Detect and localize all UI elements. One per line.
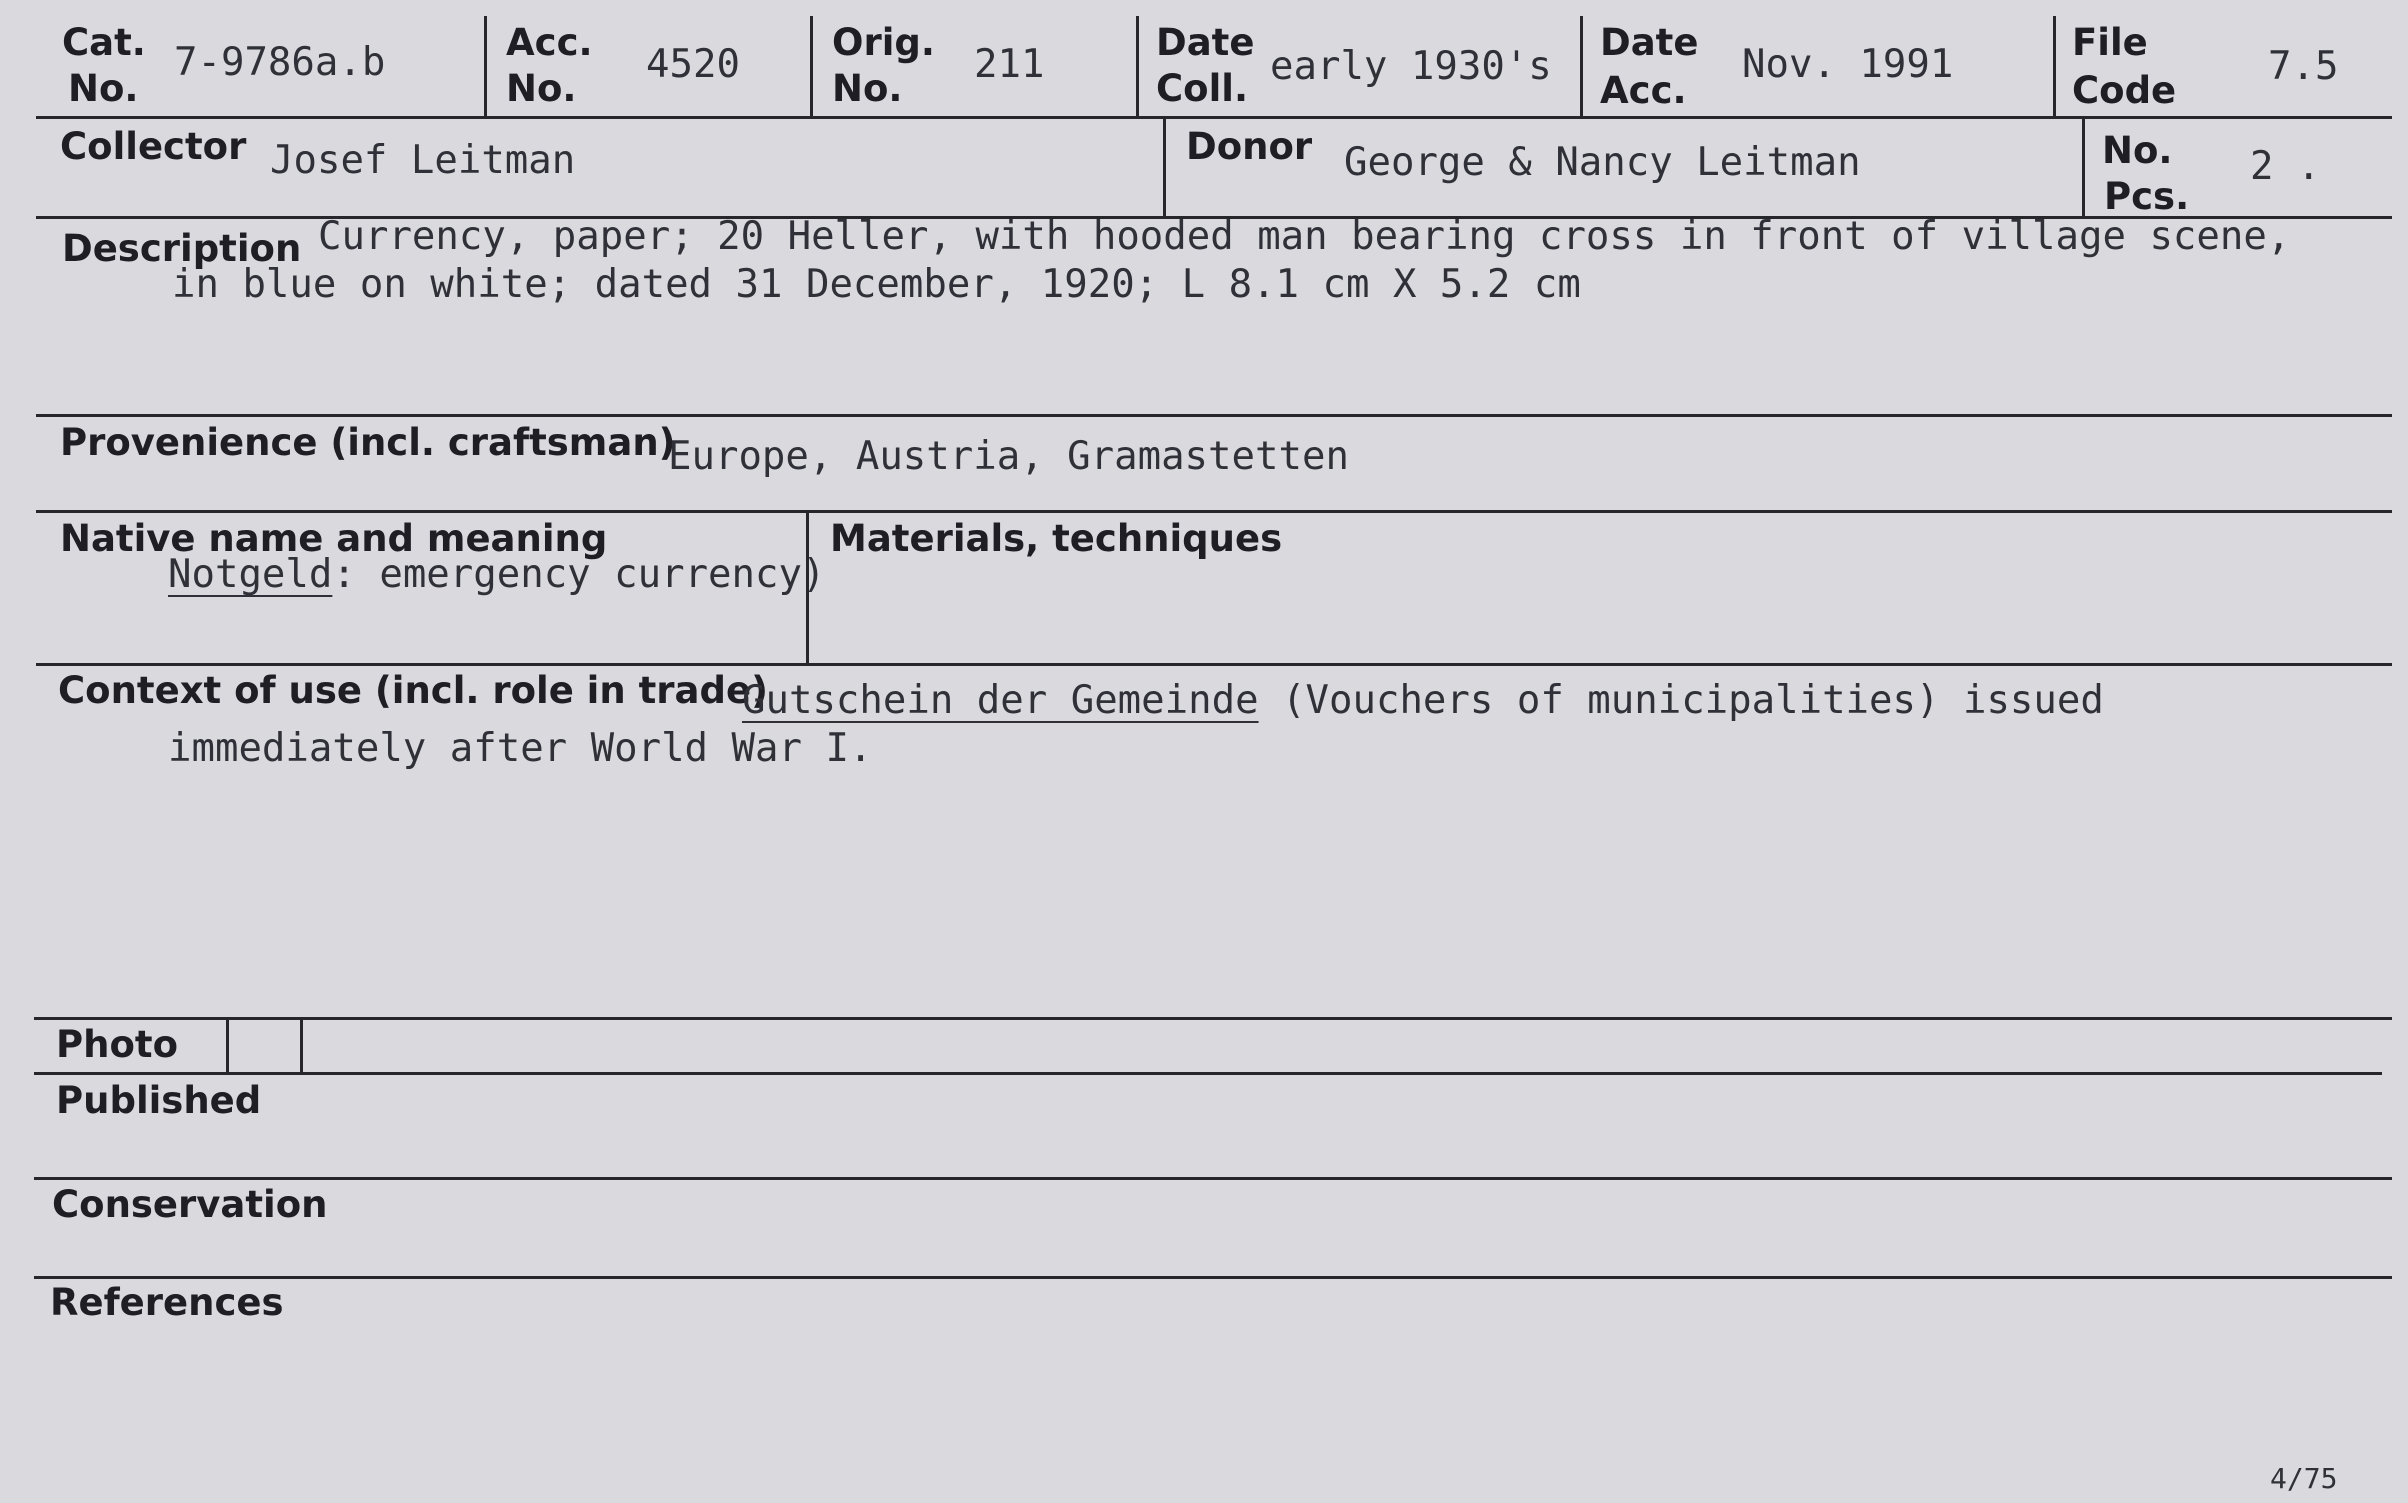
file-code-label-line1: File xyxy=(2072,21,2148,64)
context-term: Gutschein der Gemeinde xyxy=(742,678,1259,723)
provenience-label: Provenience (incl. craftsman) xyxy=(60,421,676,464)
date-acc-label-line2: Acc. xyxy=(1600,69,1687,112)
header-divider-4 xyxy=(1580,16,1583,116)
photo-top-rule xyxy=(34,1017,2392,1020)
references-label: References xyxy=(50,1281,284,1324)
collector-donor-divider xyxy=(1163,116,1166,216)
native-name-value xyxy=(168,552,825,598)
donor-value: George & Nancy Leitman xyxy=(1344,140,1861,185)
pcs-label-line2: Pcs. xyxy=(2104,175,2190,218)
photo-bottom-rule xyxy=(34,1072,2382,1075)
pcs-label-line1: No. xyxy=(2102,129,2173,172)
context-line-2: immediately after World War I. xyxy=(168,726,873,771)
header-divider-1 xyxy=(484,16,487,116)
date-acc-label-line1: Date xyxy=(1600,21,1699,64)
materials-label: Materials, techniques xyxy=(830,517,1283,560)
orig-no-label-line2: No. xyxy=(832,67,903,110)
date-acc-value: Nov. 1991 xyxy=(1742,42,1954,87)
description-label: Description xyxy=(62,227,302,270)
provenience-bottom-rule xyxy=(36,510,2392,513)
context-line-1-rest: (Vouchers of municipalities) issued xyxy=(1258,678,2104,723)
form-code: 4/75 xyxy=(2270,1462,2338,1495)
conservation-bottom-rule xyxy=(34,1276,2392,1279)
orig-no-value: 211 xyxy=(974,42,1045,87)
date-coll-label-line1: Date xyxy=(1156,21,1255,64)
photo-box-divider-2 xyxy=(300,1017,303,1072)
conservation-label: Conservation xyxy=(52,1183,328,1226)
cat-no-value: 7-9786a.b xyxy=(174,40,386,85)
header-bottom-rule xyxy=(36,116,2392,119)
native-bottom-rule xyxy=(36,663,2392,666)
donor-pcs-divider xyxy=(2082,116,2085,216)
context-label: Context of use (incl. role in trade) xyxy=(58,669,768,712)
description-bottom-rule xyxy=(36,414,2392,417)
pcs-value: 2 . xyxy=(2250,144,2321,189)
published-bottom-rule xyxy=(34,1177,2392,1180)
cat-no-label-line2: No. xyxy=(68,67,139,110)
description-line-2: in blue on white; dated 31 December, 1920; L 8.1 cm X 5.2 cm xyxy=(172,262,1581,307)
native-meaning: : emergency currency) xyxy=(332,552,826,597)
provenience-value: Europe, Austria, Gramastetten xyxy=(668,434,1349,479)
description-line-1: Currency, paper; 20 Heller, with hooded man bearing cross in front of village scene, xyxy=(318,214,2291,259)
donor-label: Donor xyxy=(1186,125,1313,168)
header-divider-3 xyxy=(1136,16,1139,116)
collector-value: Josef Leitman xyxy=(270,138,576,183)
photo-box-divider-1 xyxy=(226,1017,229,1072)
collector-label: Collector xyxy=(60,125,247,168)
acc-no-label-line2: No. xyxy=(506,67,577,110)
header-divider-2 xyxy=(810,16,813,116)
date-coll-value: early 1930's xyxy=(1270,44,1552,89)
file-code-value: 7.5 xyxy=(2268,44,2339,89)
header-divider-5 xyxy=(2053,16,2056,116)
native-term: Notgeld xyxy=(168,552,333,597)
context-line-1 xyxy=(742,678,2104,724)
cat-no-label-line1: Cat. xyxy=(62,21,146,64)
native-name-label: Native name and meaning xyxy=(60,517,608,560)
file-code-label-line2: Code xyxy=(2072,69,2177,112)
acc-no-label-line1: Acc. xyxy=(506,21,593,64)
photo-label: Photo xyxy=(56,1023,178,1066)
orig-no-label-line1: Orig. xyxy=(832,21,935,64)
date-coll-label-line2: Coll. xyxy=(1156,67,1248,110)
published-label: Published xyxy=(56,1079,262,1122)
acc-no-value: 4520 xyxy=(646,42,740,87)
